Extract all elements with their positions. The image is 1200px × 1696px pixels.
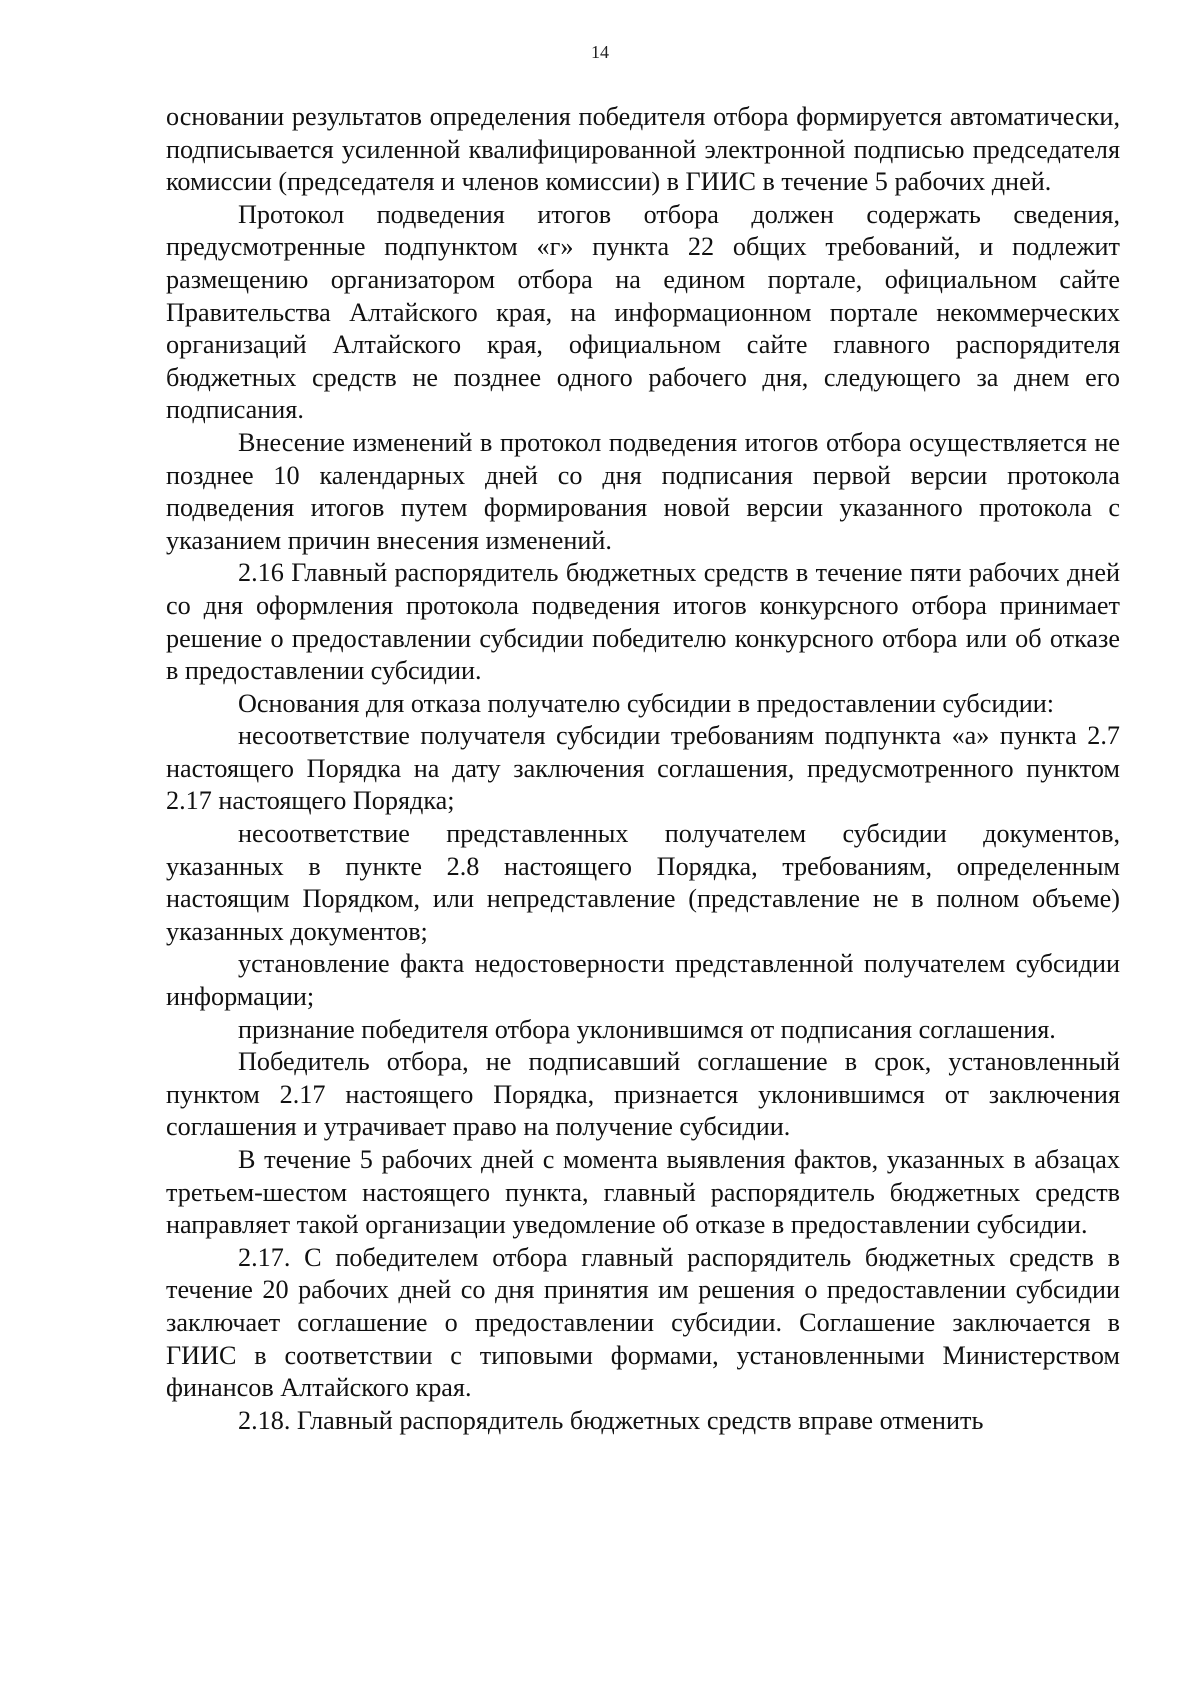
- paragraph: Протокол подведения итогов отбора должен содержать сведения, предусмотренные подпунктом «г» пункта 22 общих требований, и подлежит размещению организатором отбора на едином портале, официальном сайте Правительства Алтайского края, на информационном портале некоммерческих организаций Алтайского края, официальном сайте главного распорядителя бюджетных средств не позднее одного рабочего дня, следующего за днем его подписания.: [166, 199, 1120, 425]
- paragraph: 2.17. С победителем отбора главный распорядитель бюджетных средств в течение 20 рабочих дней со дня принятия им решения о предоставлении субсидии заключает соглашение о предоставлении субсидии. Соглашение заключается в ГИИС в соответствии с типовыми формами, установленными Министерством финансов Алтайского края.: [166, 1242, 1120, 1403]
- paragraph: В течение 5 рабочих дней с момента выявления фактов, указанных в абзацах третьем-шестом настоящего пункта, главный распорядитель бюджетных средств направляет такой организации уведомление об отказе в предоставлении субсидии.: [166, 1145, 1120, 1240]
- paragraph: основании результатов определения победителя отбора формируется автоматически, подписывается усиленной квалифицированной электронной подписью председателя комиссии (председателя и членов комиссии) в ГИИС в течение 5 рабочих дней.: [166, 102, 1120, 197]
- list-item: несоответствие получателя субсидии требованиям подпункта «а» пункта 2.7 настоящего Порядка на дату заключения соглашения, предусмотренного пунктом 2.17 настоящего Порядка;: [166, 721, 1120, 816]
- paragraph: Внесение изменений в протокол подведения итогов отбора осуществляется не позднее 10 календарных дней со дня подписания первой версии протокола подведения итогов путем формирования новой версии указанного протокола с указанием причин внесения изменений.: [166, 427, 1120, 555]
- paragraph: Победитель отбора, не подписавший соглашение в срок, установленный пунктом 2.17 настоящего Порядка, признается уклонившимся от заключения соглашения и утрачивает право на получение субсидии.: [166, 1047, 1120, 1142]
- page-number: 14: [591, 42, 609, 62]
- paragraph: 2.16 Главный распорядитель бюджетных средств в течение пяти рабочих дней со дня оформления протокола подведения итогов конкурсного отбора принимает решение о предоставлении субсидии победителю конкурсного отбора или об отказе в предоставлении субсидии.: [166, 558, 1120, 686]
- list-item: несоответствие представленных получателем субсидии документов, указанных в пункте 2.8 настоящего Порядка, требованиям, определенным настоящим Порядком, или непредставление (представление не в полном объеме) указанных документов;: [166, 819, 1120, 946]
- list-item: признание победителя отбора уклонившимся от подписания соглашения.: [238, 1014, 1056, 1044]
- list-item: установление факта недостоверности представленной получателем субсидии информации;: [166, 949, 1120, 1012]
- paragraph: 2.18. Главный распорядитель бюджетных средств вправе отменить: [238, 1405, 984, 1435]
- document-body: [166, 101, 1120, 1437]
- paragraph: Основания для отказа получателю субсидии в предоставлении субсидии:: [238, 688, 1055, 718]
